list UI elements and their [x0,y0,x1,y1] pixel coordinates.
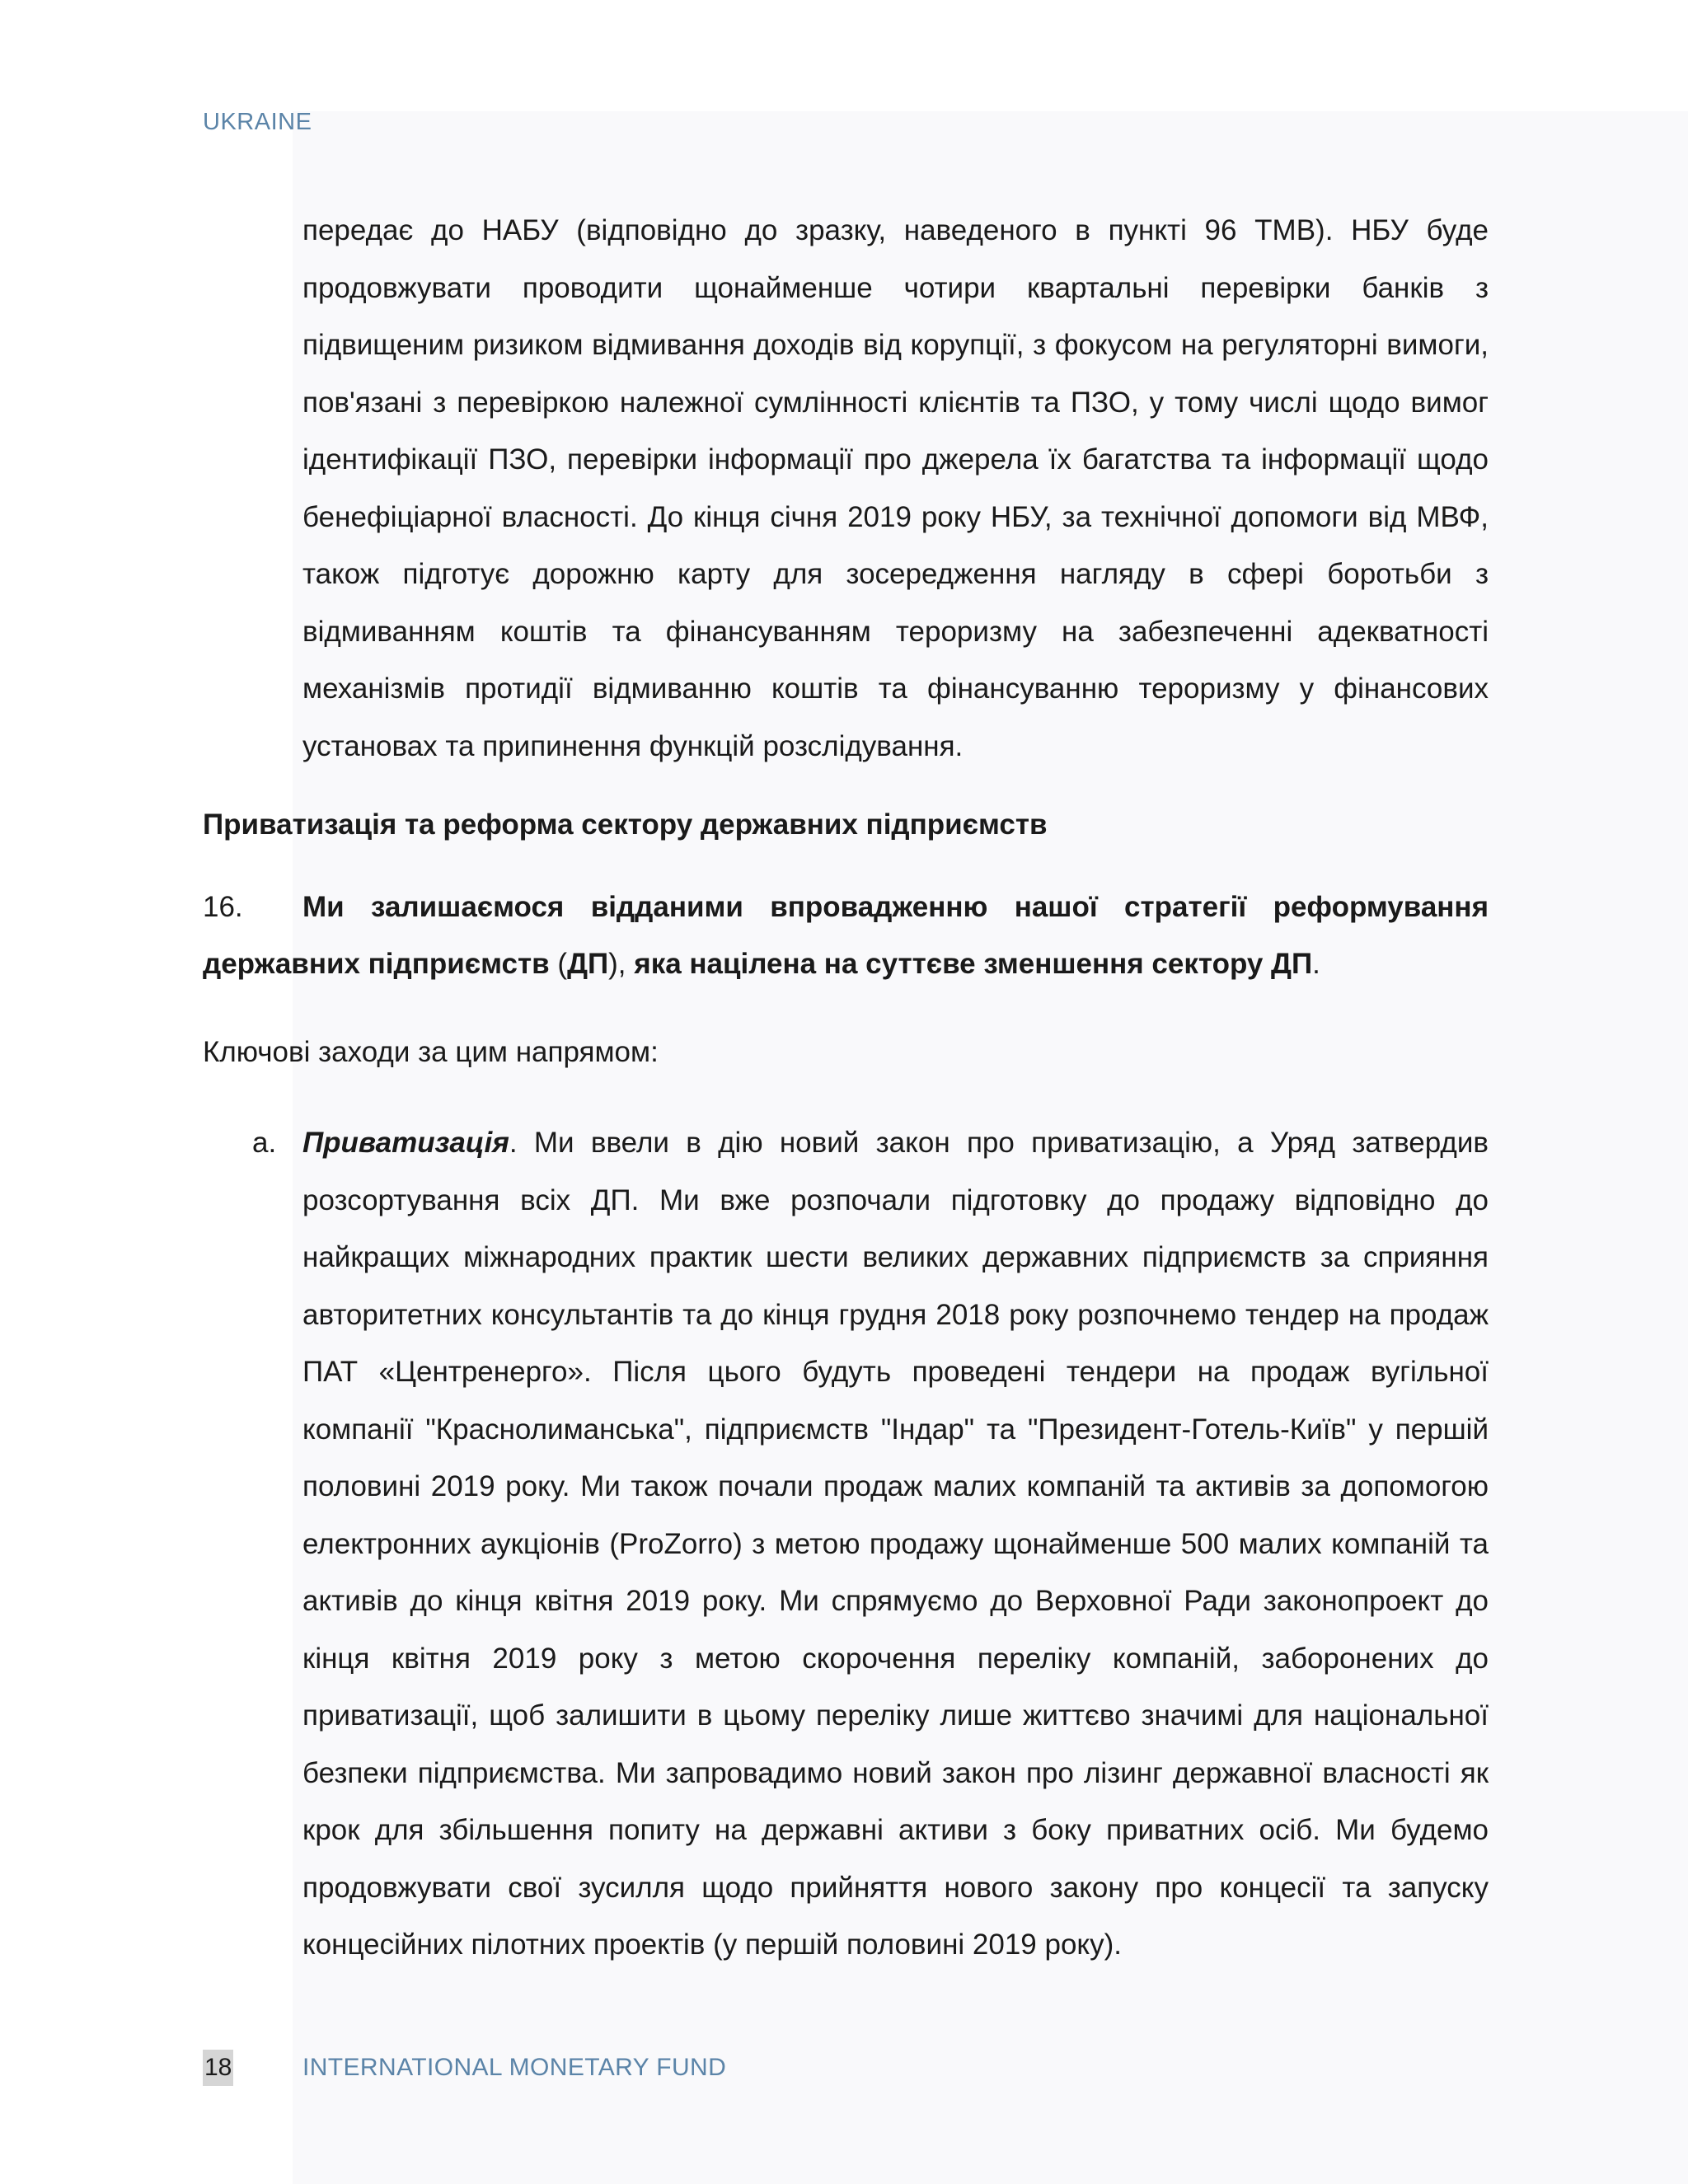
footer-organization: INTERNATIONAL MONETARY FUND [302,2054,727,2081]
para16-paren-close: ), [608,948,635,980]
continuation-paragraph: передає до НАБУ (відповідно до зразку, наведеного в пункті 96 ТМВ). НБУ буде продовжувати проводити щонайменше чотири квартальні перевірки банків з підвищеним ризиком відмивання доходів від корупції, з фокусом на регуляторні вимоги, пов'язані з перевіркою належної сумлінності клієнтів та ПЗО, у тому числі щодо вимог ідентифікації ПЗО, перевірки інформації про джерела їх багатства та інформації щодо бенефіціарної власності. До кінця січня 2019 року НБУ, за технічної допомоги від МВФ, також підготує дорожню карту для зосередження нагляду в сфері боротьби з відмиванням коштів та фінансуванням тероризму на забезпеченні адекватності механізмів протидії відмиванню коштів та фінансуванню тероризму у фінансових установах та припинення функцій розслідування. [302,214,1489,762]
running-header: UKRAINE [203,109,312,135]
list-item-privatization [203,1114,1489,1974]
paragraph-16 [203,879,1489,993]
key-measures-label: Ключові заходи за цим напрямом: [203,1035,659,1068]
item-title: Приватизація [302,1127,509,1159]
item-text: . Ми ввели в дію новий закон про приватизацію, а Уряд затвердив розсортування всіх ДП. Ми вже розпочали підготовку до продажу відповідно до найкращих міжнародних практик шести великих державних підприємств за сприяння авторитетних консультантів та до кінця грудня 2018 року розпочнемо тендер на продаж ПАТ «Центренерго». Після цього будуть проведені тендери на продаж вугільної компанії "Краснолиманська", підприємств "Індар" та "Президент-Готель-Київ" у першій половині 2019 року. Ми також почали продаж малих компаній та активів за допомогою електронних аукціонів (ProZorro) з метою продажу щонайменше 500 малих компаній та активів до кінця квітня 2019 року. Ми спрямуємо до Верховної Ради законопроект до кінця квітня 2019 року з метою скорочення переліку компаній, заборонених до приватизації, щоб залишити в цьому переліку лише життєво значимі для національної безпеки підприємства. Ми запровадимо новий закон про лізинг державної власності як крок для збільшення попиту на державні активи з боку приватних осіб. Ми будемо продовжувати свої зусилля щодо прийняття нового закону про концесії та запуску концесійних пілотних проектів (у першій половині 2019 року). [302,1127,1489,1961]
para16-bold-b: ДП [567,948,609,980]
para16-bold-a: Ми залишаємося відданими впровадженню нашої стратегії реформування державних підприємств [203,890,1489,980]
page-content [203,202,1489,1974]
paragraph-number: 16. [203,890,243,923]
para16-bold-c: яка націлена на суттєве зменшення сектору ДП [634,948,1313,980]
para16-paren-open: ( [549,948,568,980]
section-heading: Приватизація та реформа сектору державних підприємств [203,808,1048,841]
page-number: 18 [203,2050,233,2086]
para16-end: . [1312,948,1320,980]
list-marker: a. [252,1127,277,1159]
